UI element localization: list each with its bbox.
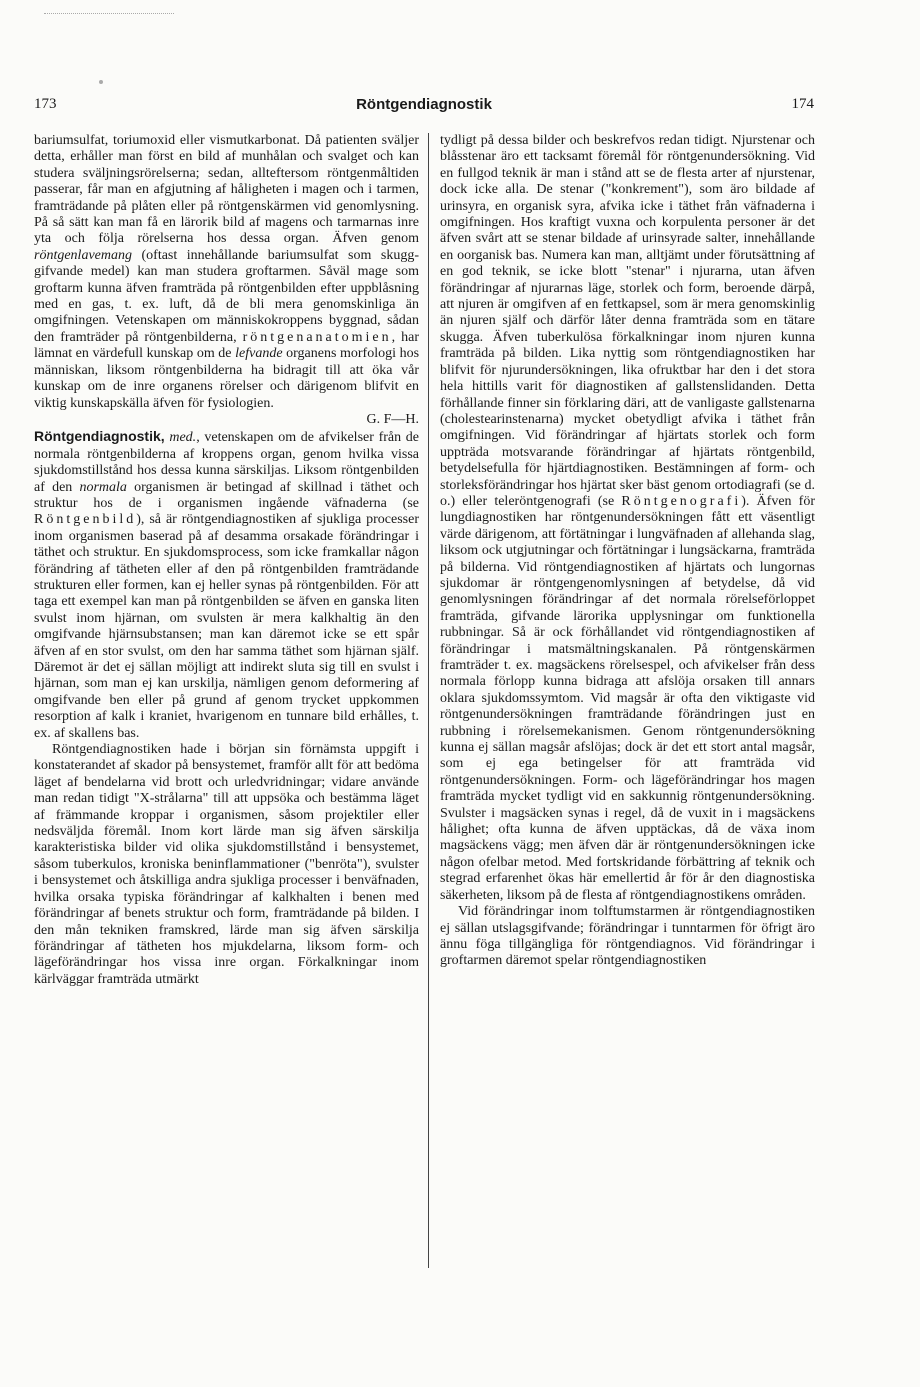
entry-headword: Röntgendiagnostik, xyxy=(34,428,165,445)
signature: G. F—H. xyxy=(366,411,419,427)
paragraph: Vid förändringar inom tolftumstarmen är röntgendiagnostiken ej sällan utslagsgifvande; förändringar i tunntarmen för öfrigt äro ännu föga tillgängliga för röntgendiagnos. Vid förändringar i groftarmen däremot spelar röntgendiagnostiken xyxy=(440,904,815,969)
entry-paragraph: Röntgendiagnostik, med., vetenskapen om de afvikelser från de normala röntgenbilderna af kroppens organ, genom hvilka vissa sjukdomstillstånd hos dessa kunna särskiljas. Liksom röntgenbilden af den normala organismen är betingad af skillnad i täthet och struktur hos de i organismen ingående väfnaderna (se Röntgenbild), så är röntgendiagnostiken af sjukliga processer inom organismen baserad på af desamma orsakade förändringar i täthet och struktur. En sjukdomsprocess, som icke framkallar någon förändring af tätheten eller af den på röntgenbilden framträdande strukturen eller formen, kan ej heller synas på röntgenbilden. För att taga ett exempel kan man på röntgenbilden se äfven en ganska liten svulst inom hjärnan, om svulsten är mera kalkhaltig än den omgifvande hjärnsubstansen; man kan däremot icke se ett spår äfven af en stor svulst, om den har samma täthet som hjärnan själf. Däremot är det ej sällan möjligt att indirekt sluta sig till en svulst i hjärnan, som man ej kan urskilja, nämligen genom deformering af omgifvande ben eller på grund af genom trycket uppkommen resorption af kalk i kraniet, hvarigenom en tunnare bild erhålles, t. ex. af skallens bas. xyxy=(34,428,419,741)
left-page-number: 173 xyxy=(34,96,57,112)
paragraph: bariumsulfat, toriumoxid eller vismutkarbonat. Då patienten sväljer detta, erhåller man först en bild af munhålan och svalget och kan studera sväljningsrörelserna; sedan, allteftersom röntgenmåltiden passerar, får man en afgjutning af håligheten i magen och i tarmen, framträdande på plåten eller på röntgenskärmen vid genomlysning. På så sätt kan man få en lärorik bild af magens och tarmarnas inre yta och följa rörelserna hos dessa organ. Äfven genom röntgenlavemang (oftast innehållande bariumsulfat som skugg-gifvande medel) kan man studera groftarmen. Såväl mage som groftarm kunna äfven framträda på röntgenbilden efter uppblåsning med en gas, t. ex. luft, då de bli mera genomskinliga än omgifningen. Vetenskapen om människokroppens byggnad, sådan den framträder på röntgenbilderna, röntgenanatomien, har lämnat en värdefull kunskap om de lefvande organens morfologi hos människan, liksom röntgenbilderna ha bidragit till att öka vår kunskap om de inre organens rörelser och därigenom blifvit en viktig kunskapskälla äfven för fysiologien. xyxy=(34,133,419,411)
right-column xyxy=(440,133,815,1273)
paragraph: tydligt på dessa bilder och beskrefvos redan tidigt. Njurstenar och blåsstenar äro ett tacksamt föremål för röntgenundersökning. Vid en fullgod teknik är man i stånd att se de flesta arter af njurstenar, dock icke alla. De stenar ("konkrement"), som äro bildade af urinsyra, en organisk syra, afvika icke i täthet från väfnaderna i omgifningen. Hos kraftigt vuxna och korpulenta personer är det äfven svårt att se stenar bildade af urinsyrade salter, innehållande en oorganisk bas. Numera kan man, alltjämt under förutsättning af en god teknik, se icke blott "stenar" i njurarna, utan äfven förändringar af njurarnas läge, storlek och form, beroende därpå, att njuren är omgifven af en fettkapsel, som är mera genomskinlig än njuren själf och därför låter denna framträda som en tätare skugga. Äfven tuberkulösa förkalkningar inom njuren kunna framträda på bilden. Lika nyttig som röntgendiagnostiken har blifvit för njurundersökningen, lika ofruktbar har den i det stora hela hittills varit för diagnostiken af gallstenslidanden. Detta förhållande finner sin förklaring däri, att de vanligaste gallstenarna (cholestearinstenarna) mycket obetydligt afvika i täthet från omgifningen. Vid förändringar af hjärtats storlek och form uppträda motsvarande förändringar af hjärtats röntgenbild, betydelsefulla för hjärtdiagnostiken. Bestämningen af form- och storleksförändringar hos hjärtat sker bäst genom ortodiagrafi (se d. o.) eller teleröntgenografi (se Röntgenografi). Äfven för lungdiagnostiken har röntgenundersökningen fått ett väsentligt värde därigenom, att förtätningar i lungväfnaden af allehanda slag, liksom ock utgjutningar och förtätningar i lungsäckarna, framträda på bilderna. Vid röntgendiagnostiken af hjärtats och lungornas sjukdomar är röntgengenomlysningen af betydelse, då vid genomlysningen förändringar af det normala rörelseförloppet framträda, gifvande lärorika upplysningar om funktionella rubbningar. Så är ock förhållandet vid röntgendiagnostiken af förändringar i matsmältningskanalen. På röntgenskärmen framträder t. ex. magsäckens rörelsespel, och afvikelser från dess normala förlopp kunna bidraga att afslöja orsaken till annars oklara sjukdomssymtom. Vid magsår är ofta den viktigaste vid röntgenundersökningen framträdande förändringen just en rubbning i rörelsemekanismen. Genom röntgenundersökning kunna ej sällan magsår afslöjas; dock är det ett stort antal magsår, som ej ega betingelser för att framträda vid röntgenundersökningen. Form- och lägeförändringar hos magen framträda mycket tydligt vid en sakkunnig röntgenundersökning. Svulster i magsäcken synas i regel, då de vuxit in i magsäckens hålighet; ofta kunna de äfven upptäckas, då de växa inom magsäckens vägg; men äfven där är röntgenundersökningen icke någon ofelbar metod. Med fortskridande förbättring af teknik och stegrad erfarenhet ökas här emellertid år för år den diagnostiska säkerheten, liksom på de flesta af röntgendiagnostikens områden. xyxy=(440,133,815,903)
right-page-number: 174 xyxy=(791,96,814,112)
left-column xyxy=(34,133,419,1273)
running-title: Röntgendiagnostik xyxy=(356,96,492,113)
margin-mark xyxy=(44,13,174,17)
page-header xyxy=(34,96,814,120)
column-divider xyxy=(428,133,429,1268)
signature-line xyxy=(34,412,419,428)
margin-dot xyxy=(99,80,103,84)
paragraph: Röntgendiagnostiken hade i början sin förnämsta uppgift i konstaterandet af skador på bensystemet, framför allt för att bedöma läget af bendelarna vid brott och urledvridningar; vidare använde man redan tidigt "X-strålarna" till att uppsöka och bestämma läget af främmande kroppar i organismen, såsom projektiler eller nedsväljda föremål. Inom kort lärde man sig äfven särskilja karakteristiska bilder vid olika sjukdomstillstånd i bensystemet, såsom tuberkulos, kroniska beninflammationer ("benröta"), svulster i bensystemet och åtskilliga andra sjukliga processer i benväfnaden, hvilka orsaka typiska förändringar af kalkhalten i benen med förändringar af benets struktur och form, framträdande på bilden. I den mån tekniken framskred, lärde man sig äfven särskilja förändringar af tätheten hos mjukdelarna, liksom form- och lägeförändringar hos vissa inre organ. Förkalkningar inom kärlväggar framträda utmärkt xyxy=(34,742,419,987)
